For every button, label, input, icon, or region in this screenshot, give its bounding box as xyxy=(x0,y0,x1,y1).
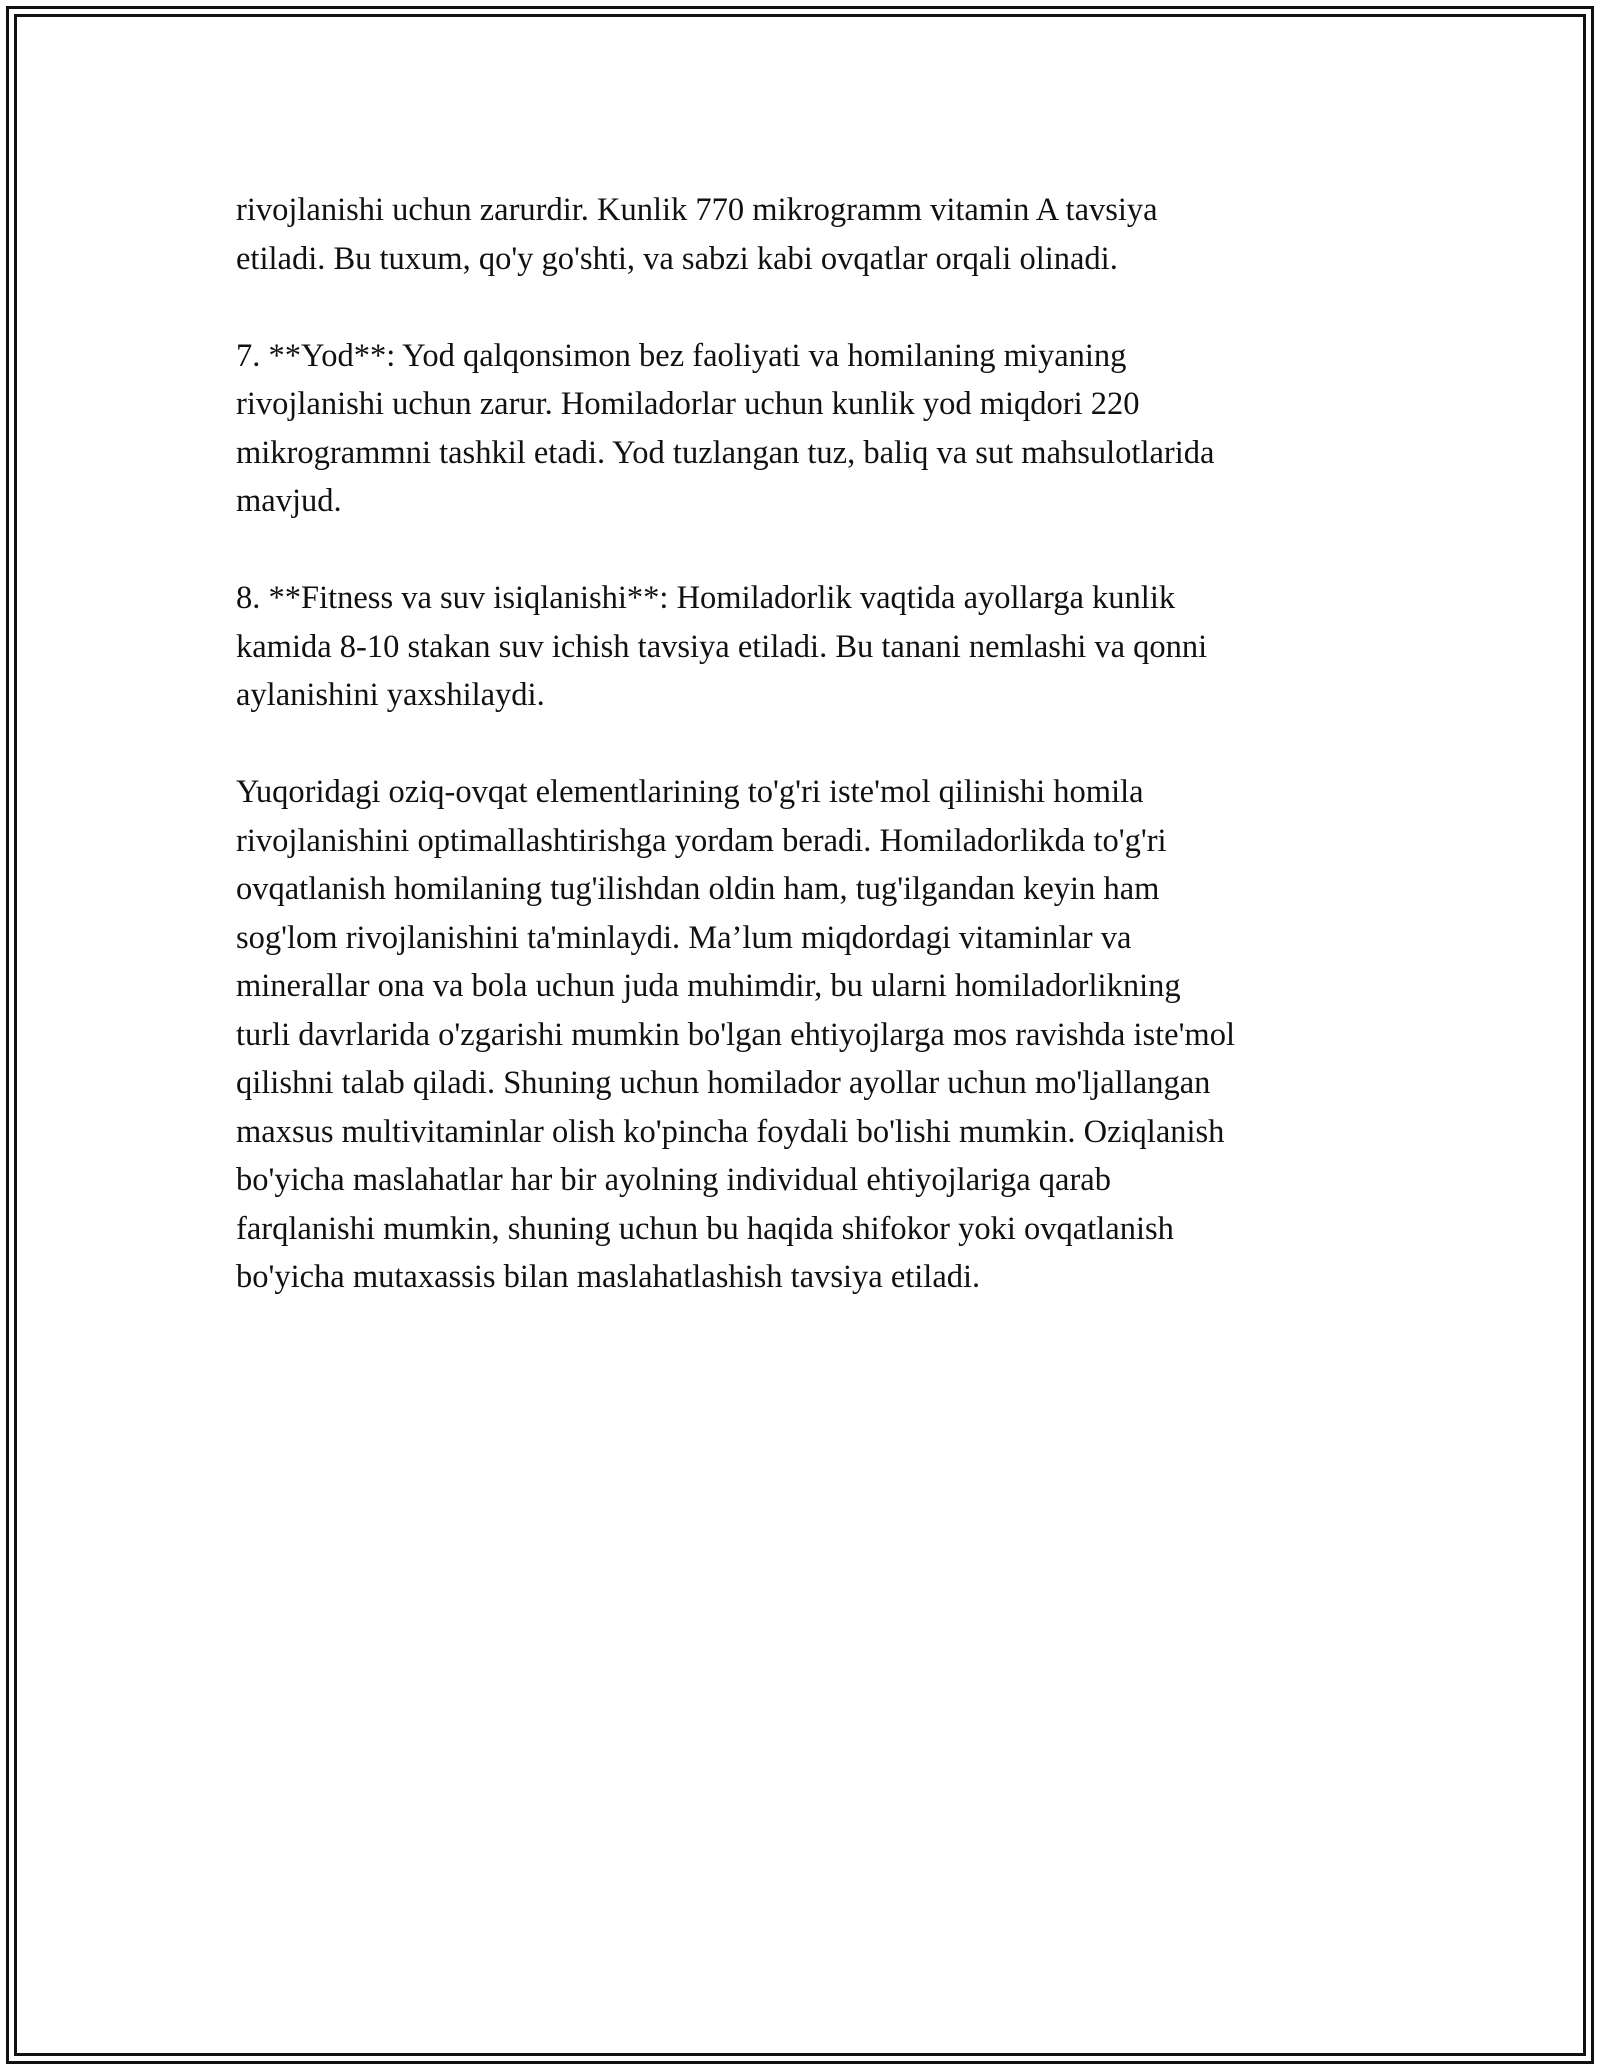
text-line: Yuqoridagi oziq-ovqat elementlarining to'g'ri iste'mol qilinishi homila xyxy=(236,774,1144,810)
text-line: bo'yicha maslahatlar har bir ayolning individual ehtiyojlariga qarab xyxy=(236,1162,1111,1198)
paragraph-vitamin-a-continued xyxy=(236,186,1366,283)
text-line: rivojlanishi uchun zarur. Homiladorlar uchun kunlik yod miqdori 220 xyxy=(236,386,1140,422)
text-line: 7. **Yod**: Yod qalqonsimon bez faoliyati va homilaning miyaning xyxy=(236,337,1127,374)
paragraph-item-8-fitness-water xyxy=(236,574,1366,720)
text-line: qilishni talab qiladi. Shuning uchun homilador ayollar uchun mo'ljallangan xyxy=(236,1065,1211,1101)
text-line: etiladi. Bu tuxum, qo'y go'shti, va sabzi kabi ovqatlar orqali olinadi. xyxy=(236,240,1118,277)
text-line: aylanishini yaxshilaydi. xyxy=(236,677,545,713)
text-line: bo'yicha mutaxassis bilan maslahatlashish tavsiya etiladi. xyxy=(236,1259,981,1295)
text-line: turli davrlarida o'zgarishi mumkin bo'lgan ehtiyojlarga mos ravishda iste'mol xyxy=(236,1016,1235,1053)
text-line: mikrogrammni tashkil etadi. Yod tuzlangan tuz, baliq va sut mahsulotlarida xyxy=(236,434,1215,471)
text-line: sog'lom rivojlanishini ta'minlaydi. Ma’lum miqdordagi vitaminlar va xyxy=(236,919,1132,956)
text-line: 8. **Fitness va suv isiqlanishi**: Homiladorlik vaqtida ayollarga kunlik xyxy=(236,580,1176,616)
text-line: mavjud. xyxy=(236,483,342,519)
text-line: maxsus multivitaminlar olish ko'pincha foydali bo'lishi mumkin. Oziqlanish xyxy=(236,1113,1225,1150)
text-line: kamida 8-10 stakan suv ichish tavsiya etiladi. Bu tanani nemlashi va qonni xyxy=(236,628,1208,665)
text-line: rivojlanishi uchun zarurdir. Kunlik 770 mikrogramm vitamin A tavsiya xyxy=(236,192,1158,228)
paragraph-conclusion xyxy=(236,768,1366,1302)
text-line: farqlanishi mumkin, shuning uchun bu haqida shifokor yoki ovqatlanish xyxy=(236,1210,1174,1247)
text-line: minerallar ona va bola uchun juda muhimdir, bu ularni homiladorlikning xyxy=(236,968,1181,1004)
text-line: rivojlanishini optimallashtirishga yordam beradi. Homiladorlikda to'g'ri xyxy=(236,822,1167,859)
text-line: ovqatlanish homilaning tug'ilishdan oldin ham, tug'ilgandan keyin ham xyxy=(236,871,1160,907)
document-body xyxy=(236,186,1366,1350)
paragraph-item-7-iodine xyxy=(236,332,1366,526)
